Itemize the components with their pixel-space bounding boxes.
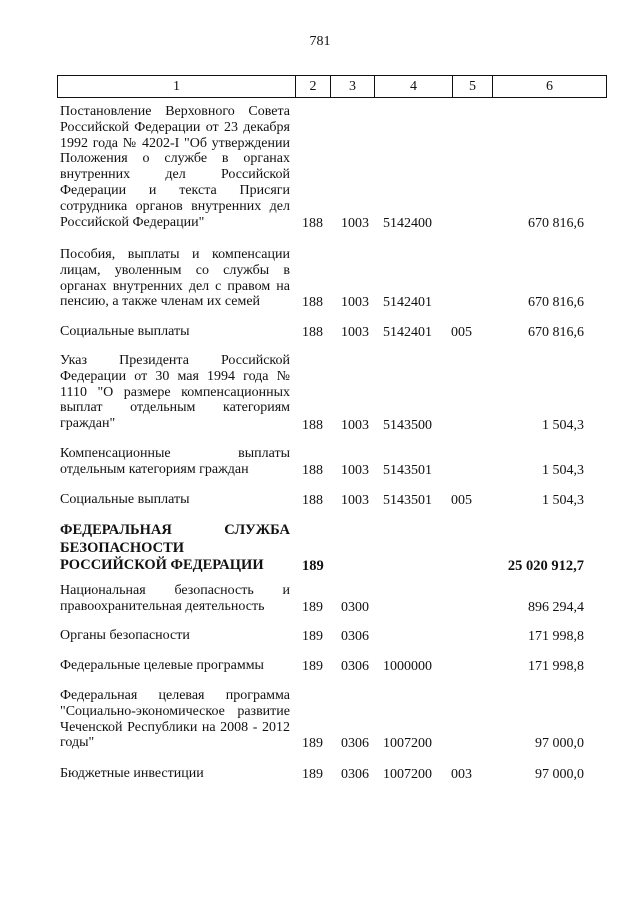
- header-col-5: 5: [453, 76, 493, 97]
- row-code-target: 5142400: [383, 216, 432, 232]
- row-code-section: 1003: [341, 295, 369, 311]
- table-row: [0, 353, 640, 434]
- header-col-4: 4: [375, 76, 453, 97]
- row-name: Федеральная целевая программа "Социально-экономическое развитие Чеченской Республики на 2008 - 2012 годы": [60, 688, 290, 751]
- row-code-expense: 005: [451, 493, 472, 509]
- table-row: [0, 688, 640, 752]
- table-row-section: [0, 522, 640, 575]
- table-header: [57, 75, 607, 98]
- row-amount: 1 504,3: [542, 463, 584, 479]
- header-col-3: 3: [331, 76, 375, 97]
- row-code-target: 5143501: [383, 493, 432, 509]
- row-code-expense: 005: [451, 325, 472, 341]
- row-code-section: 1003: [341, 216, 369, 232]
- row-code-target: 1007200: [383, 767, 432, 783]
- row-amount: 1 504,3: [542, 418, 584, 434]
- row-name: Компенсационные выплаты отдельным категориям граждан: [60, 446, 290, 477]
- row-code-ministry: 189: [302, 767, 323, 783]
- row-code-target: 5143501: [383, 463, 432, 479]
- row-amount: 1 504,3: [542, 493, 584, 509]
- table-row: [0, 324, 640, 341]
- row-name: Постановление Верховного Совета Российской Федерации от 23 декабря 1992 года № 4202-I "Об утверждении Положения о службе в органах внутренних дел Российской Федерации и текста Присяги сотрудника органов внутренних дел Российской Федерации": [60, 104, 290, 230]
- header-col-6: 6: [546, 79, 553, 94]
- row-code-section: 0306: [341, 736, 369, 752]
- row-amount: 97 000,0: [535, 736, 584, 752]
- table-row: [0, 658, 640, 675]
- row-code-section: 1003: [341, 463, 369, 479]
- row-code-ministry: 188: [302, 216, 323, 232]
- page-number: 781: [309, 34, 331, 49]
- row-code-section: 0300: [341, 600, 369, 616]
- table-row: [0, 247, 640, 311]
- row-amount: 171 998,8: [528, 629, 584, 645]
- row-amount: 670 816,6: [528, 325, 584, 341]
- row-amount: 171 998,8: [528, 659, 584, 675]
- row-code-section: 0306: [341, 629, 369, 645]
- header-col-1: 1: [58, 76, 296, 97]
- row-code-ministry: 188: [302, 493, 323, 509]
- row-code-section: 0306: [341, 659, 369, 675]
- row-code-ministry: 189: [302, 629, 323, 645]
- row-code-section: 0306: [341, 767, 369, 783]
- row-amount: 670 816,6: [528, 295, 584, 311]
- header-col-2: 2: [296, 76, 331, 97]
- row-code-section: 1003: [341, 493, 369, 509]
- table-row: [0, 628, 640, 645]
- row-amount: 896 294,4: [528, 600, 584, 616]
- row-name: Указ Президента Российской Федерации от 30 мая 1994 года № 1110 "О размере компенсационных выплат отдельным категориям граждан": [60, 353, 290, 432]
- row-code-section: 1003: [341, 325, 369, 341]
- row-name: Социальные выплаты: [60, 492, 190, 507]
- table-row: [0, 766, 640, 783]
- row-name: Органы безопасности: [60, 628, 190, 643]
- row-name: Национальная безопасность и правоохранительная деятельность: [60, 583, 290, 614]
- row-code-ministry: 188: [302, 295, 323, 311]
- row-name: ФЕДЕРАЛЬНАЯ СЛУЖБА БЕЗОПАСНОСТИ РОССИЙСКОЙ ФЕДЕРАЦИИ: [60, 522, 290, 573]
- table-row: [0, 446, 640, 479]
- row-code-ministry: 188: [302, 325, 323, 341]
- row-code-expense: 003: [451, 767, 472, 783]
- row-name: Бюджетные инвестиции: [60, 766, 204, 781]
- row-amount: 670 816,6: [528, 216, 584, 232]
- row-amount: 97 000,0: [535, 767, 584, 783]
- row-code-target: 1000000: [383, 659, 432, 675]
- table-row: [0, 492, 640, 509]
- row-code-target: 5142401: [383, 325, 432, 341]
- row-code-ministry: 189: [302, 736, 323, 752]
- row-code-target: 1007200: [383, 736, 432, 752]
- row-code-ministry: 189: [302, 600, 323, 616]
- row-code-section: 1003: [341, 418, 369, 434]
- table-row: [0, 583, 640, 616]
- row-name: Федеральные целевые программы: [60, 658, 264, 673]
- row-code-target: 5143500: [383, 418, 432, 434]
- table-row: [0, 104, 640, 232]
- row-code-target: 5142401: [383, 295, 432, 311]
- row-name: Пособия, выплаты и компенсации лицам, уволенным со службы в органах внутренних дел с правом на пенсию, а также членам их семей: [60, 247, 290, 310]
- row-name: Социальные выплаты: [60, 324, 190, 339]
- row-code-ministry: 189: [302, 557, 324, 574]
- row-code-ministry: 188: [302, 418, 323, 434]
- row-code-ministry: 188: [302, 463, 323, 479]
- row-amount: 25 020 912,7: [507, 557, 584, 574]
- row-code-ministry: 189: [302, 659, 323, 675]
